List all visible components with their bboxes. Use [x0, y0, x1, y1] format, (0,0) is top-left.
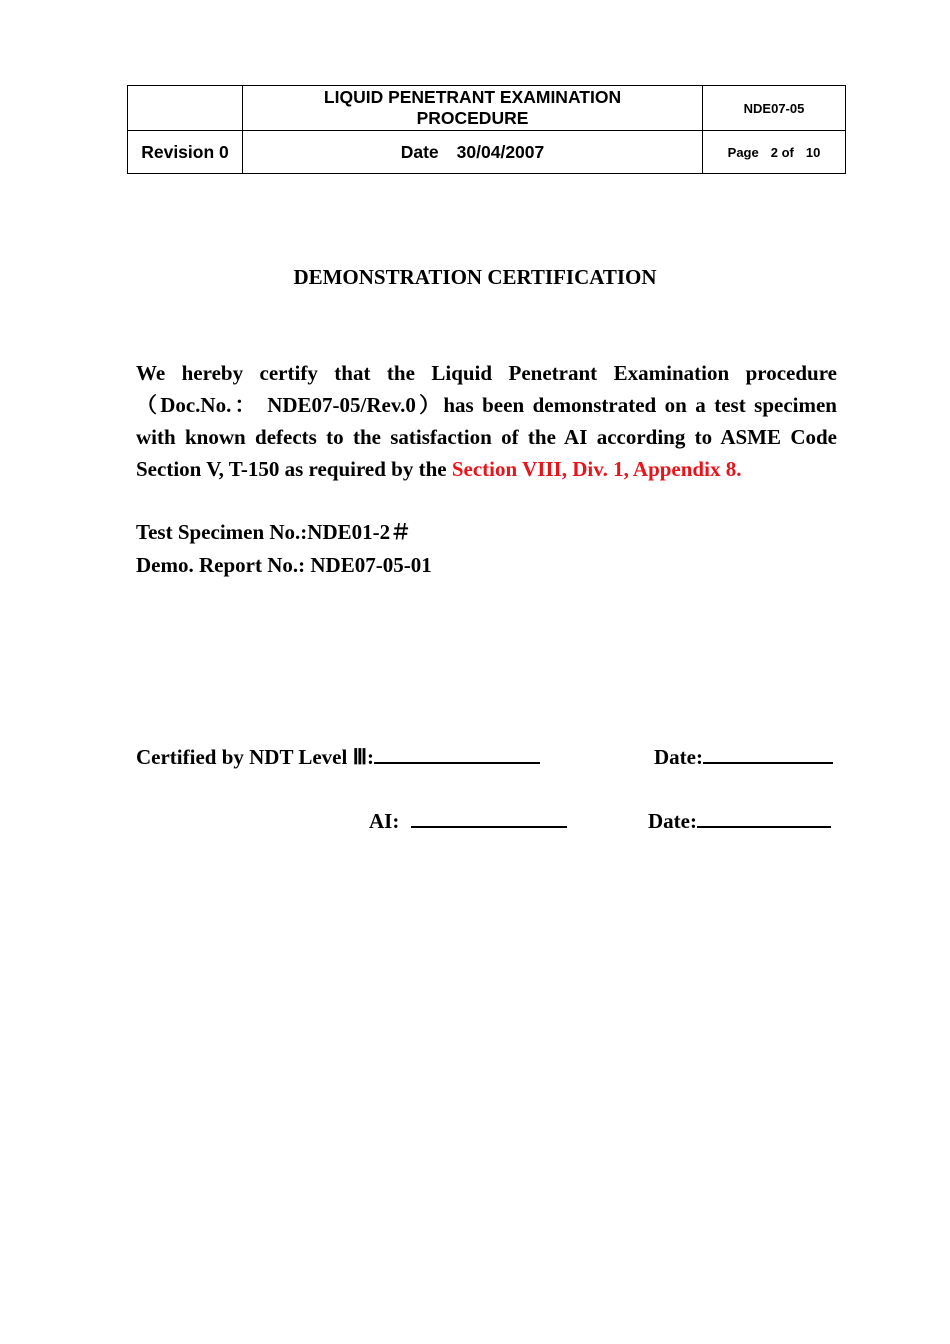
- ai-date-label: Date:: [648, 809, 697, 833]
- doc-number-cell: [703, 86, 846, 131]
- date-value: 30/04/2007: [456, 141, 545, 162]
- certified-by-signature-line: [374, 744, 540, 764]
- document-header-table: [127, 85, 846, 174]
- ai-label: AI:: [369, 809, 400, 833]
- revision-cell: [128, 131, 243, 174]
- document-title: DEMONSTRATION CERTIFICATION: [293, 265, 657, 289]
- page-cell: [703, 131, 846, 174]
- date-label: Date: [400, 141, 439, 162]
- ai-signature: [369, 808, 567, 833]
- demo-report-number: Demo. Report No.: NDE07-05-01: [136, 553, 432, 577]
- certified-date-line: [703, 744, 833, 764]
- header-empty-cell: [128, 86, 243, 131]
- procedure-title-line2: PROCEDURE: [416, 108, 529, 128]
- certified-date-signature: [654, 744, 833, 769]
- date-cell: [243, 131, 703, 174]
- certified-date-label: Date:: [654, 745, 703, 769]
- page-current: 2 of: [770, 144, 794, 160]
- test-specimen-number: Test Specimen No.:NDE01-2＃: [136, 520, 412, 544]
- certified-by-label: Certified by NDT Level Ⅲ:: [136, 745, 375, 769]
- certified-by-signature: [136, 744, 540, 769]
- procedure-title-line1: LIQUID PENETRANT EXAMINATION: [323, 87, 622, 107]
- procedure-title-cell: [243, 86, 703, 131]
- code-reference-highlight: Section VIII, Div. 1, Appendix 8.: [451, 457, 742, 481]
- page-total: 10: [805, 144, 821, 160]
- doc-number: NDE07-05: [743, 100, 805, 116]
- ai-signature-line: [411, 808, 567, 828]
- page-label: Page: [727, 144, 759, 160]
- ai-date-line: [697, 808, 831, 828]
- ai-date-signature: [648, 808, 831, 833]
- revision-label: Revision 0: [141, 141, 229, 162]
- certification-paragraph: [136, 357, 837, 485]
- certification-text: We hereby certify that the Liquid Penetrant Examination procedure （Doc.No.： NDE07-05/Rev.0）has been demonstrated on a test specimen with known defects to the satisfaction of the AI according to ASME Code Section V, T-150 as required by the: [136, 361, 837, 481]
